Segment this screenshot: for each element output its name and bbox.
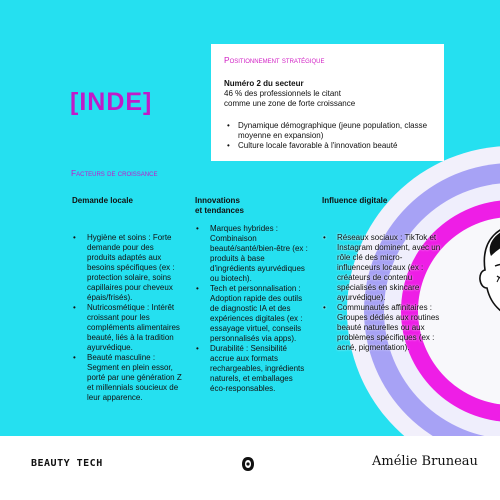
column-local-demand bbox=[72, 196, 184, 403]
column-bullet: • Communautés affinitaires : Groupes dédiés aux routines beauté naturelles ou aux problèmes spécifiques (ex : acné, pigmentation). bbox=[322, 303, 442, 353]
column-digital-influence bbox=[322, 196, 442, 353]
positioning-subheading: Numéro 2 du secteur bbox=[224, 79, 304, 88]
column-bullet: • Nutricosmétique : Intérêt croissant pour les compléments alimentaires beauté, liés à la tradition ayurvédique. bbox=[72, 303, 184, 353]
positioning-heading: Positionnement stratégique bbox=[224, 55, 325, 65]
growth-section-title: Facteurs de croissance bbox=[71, 168, 158, 178]
column-bullet: • Réseaux sociaux : TikTok et Instagram dominent, avec un rôle clé des micro-influenceurs locaux (ex : créateurs de contenu spécialisés en skincare ayurvédique). bbox=[322, 233, 442, 303]
author-name: Amélie Bruneau bbox=[372, 454, 478, 469]
column-bullet: • Marques hybrides : Combinaison beauté/santé/bien-être (ex : produits à base d'ingrédients ayurvédiques ou biotech). bbox=[195, 224, 310, 284]
column-bullets bbox=[322, 233, 442, 353]
page-title: [INDE] bbox=[70, 88, 153, 116]
column-bullets bbox=[72, 233, 184, 403]
brand-name: BEAUTY TECH bbox=[31, 458, 103, 469]
column-bullet: • Beauté masculine : Segment en plein essor, porté par une génération Z et millennials soucieux de leur apparence. bbox=[72, 353, 184, 403]
column-heading: Influence digitale bbox=[322, 196, 388, 205]
footer bbox=[0, 436, 500, 500]
woman-face-illustration bbox=[455, 222, 500, 362]
positioning-bullets bbox=[224, 121, 431, 151]
positioning-line: 46 % des professionnels le citant bbox=[224, 89, 341, 98]
column-innovations bbox=[195, 196, 310, 394]
column-heading-line: Innovations bbox=[195, 196, 240, 205]
positioning-bullet: • Culture locale favorable à l'innovation beauté bbox=[224, 141, 431, 151]
column-bullet: • Hygiène et soins : Forte demande pour des produits adaptés aux besoins spécifiques (ex : protection solaire, soins capillaires pour cheveux épais/frisés). bbox=[72, 233, 184, 303]
column-heading bbox=[195, 196, 310, 224]
column-bullet: • Durabilité : Sensibilité accrue aux formats rechargeables, ingrédients naturels, et emballages éco-responsables. bbox=[195, 344, 310, 394]
column-heading: Demande locale bbox=[72, 196, 133, 205]
column-heading-line: et tendances bbox=[195, 206, 244, 215]
positioning-line: comme une zone de forte croissance bbox=[224, 99, 356, 108]
column-bullet: • Tech et personnalisation : Adoption rapide des outils de diagnostic IA et des expériences digitales (ex : essayage virtuel, conseils personnalisés via apps). bbox=[195, 284, 310, 344]
positioning-bullet: • Dynamique démographique (jeune population, classe moyenne en expansion) bbox=[224, 121, 431, 141]
positioning-card bbox=[211, 44, 444, 161]
logo-icon bbox=[241, 456, 255, 472]
column-bullets bbox=[195, 224, 310, 394]
